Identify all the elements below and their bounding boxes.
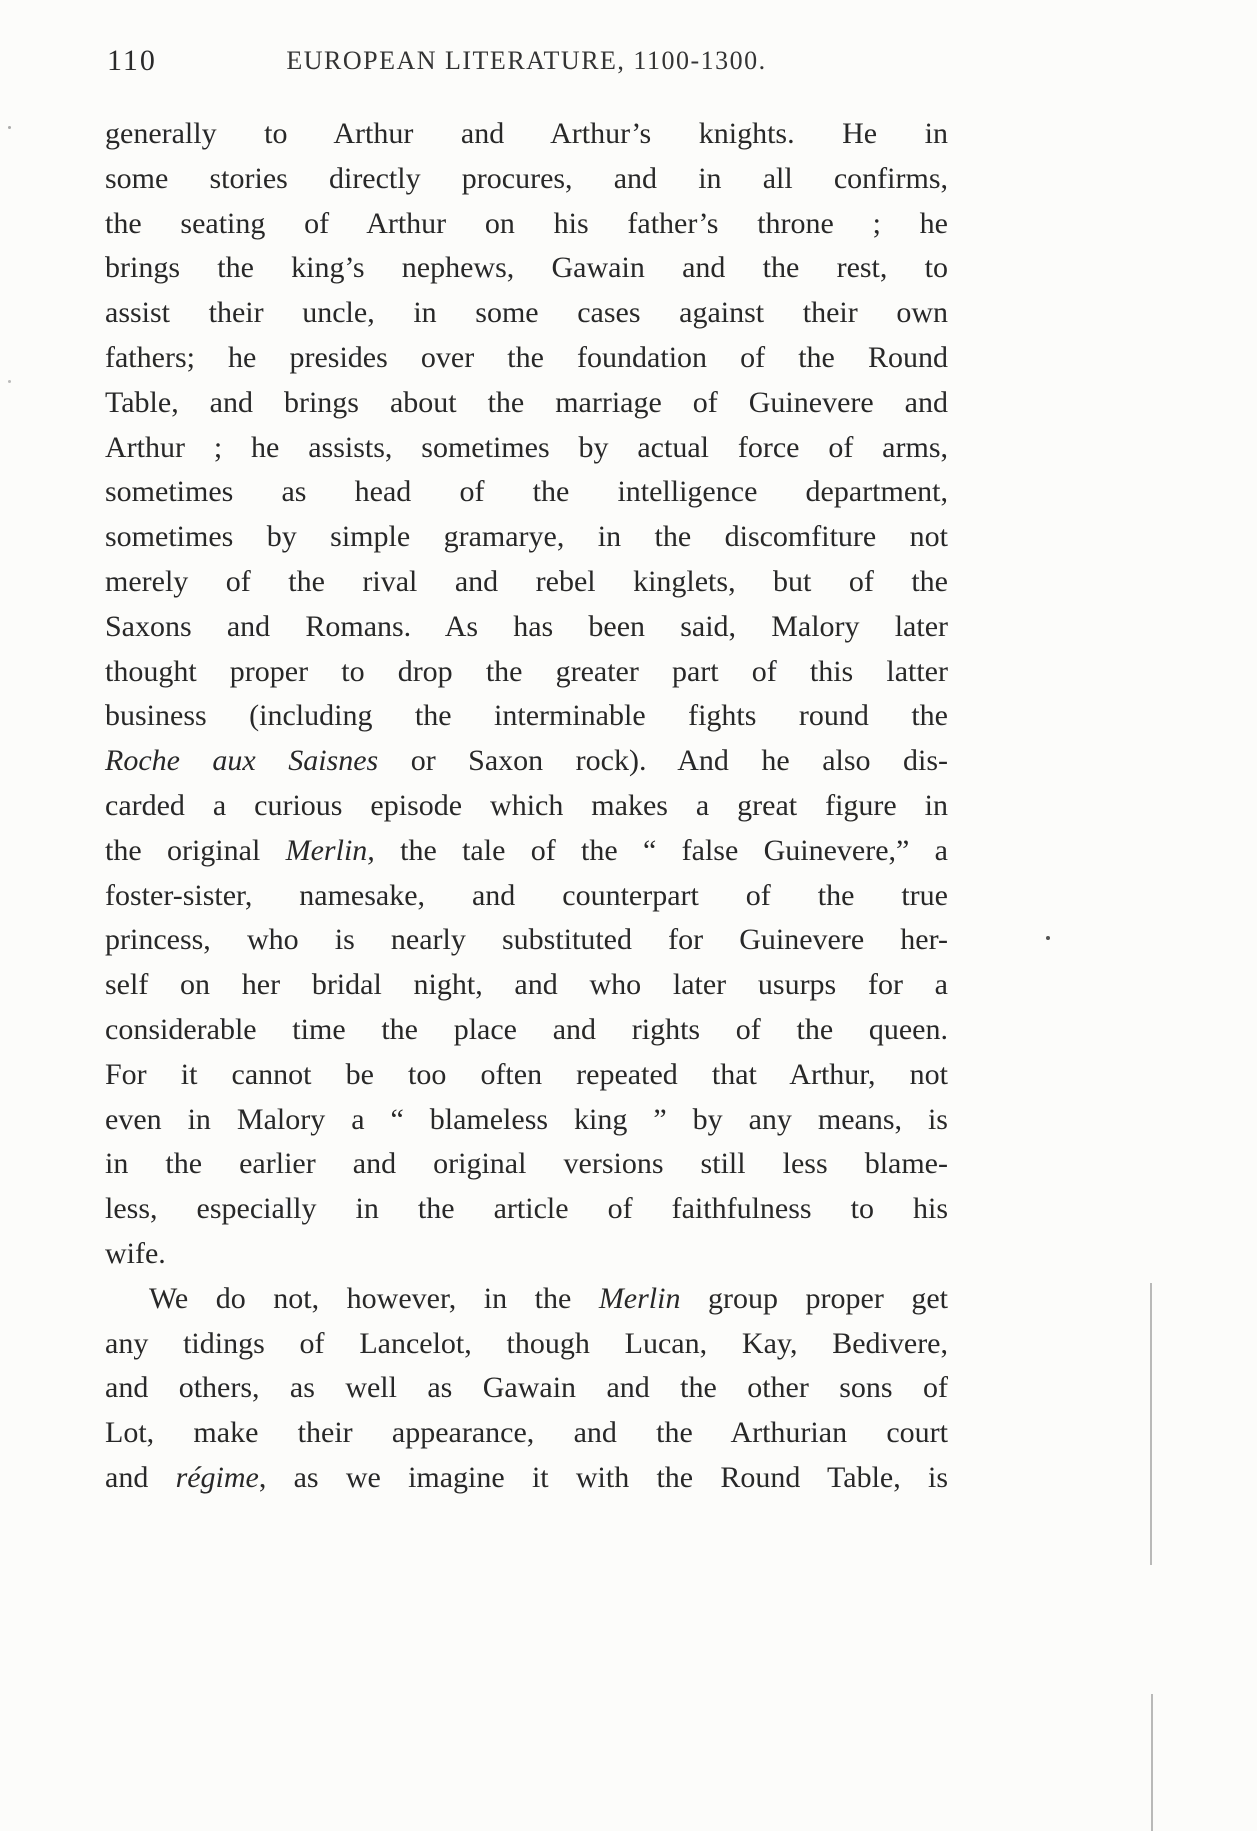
body-text: even in Malory a “ blameless king ” by any means, is [105,1102,948,1136]
body-text: group proper get [680,1281,948,1315]
body-text: Table, and brings about the marriage of Guinevere and [105,385,948,419]
text-line [105,202,948,247]
text-line [105,291,948,336]
scan-artifact-speck [8,380,11,383]
scan-artifact-speck [8,126,11,129]
text-line [105,112,948,157]
body-text: generally to Arthur and Arthur’s knights. He in [105,117,948,150]
text-line [105,560,948,605]
page-number: 110 [107,44,157,77]
body-text: foster-sister, namesake, and counterpart of the true [105,878,948,912]
body-text: any tidings of Lancelot, though Lucan, Kay, Bedivere, [105,1326,948,1360]
body-text: Lot, make their appearance, and the Arthurian court [105,1416,948,1450]
text-line [105,1098,948,1143]
text-line [105,515,948,560]
text-line [105,157,948,202]
text-line [105,1366,948,1411]
body-text: princess, who is nearly substituted for Guinevere her- [105,923,948,957]
text-line [105,1411,948,1456]
text-line [105,426,948,471]
text-line [105,918,948,963]
text-line [105,381,948,426]
text-line [105,246,948,291]
text-line [105,874,948,919]
body-text: the tale of the “ false Guinevere,” a [374,833,948,867]
body-text: carded a curious episode which makes a great figure in [105,788,948,822]
scan-artifact-line [1151,1694,1153,1831]
body-text: in the earlier and original versions still less blame- [105,1147,948,1181]
text-line [105,963,948,1008]
text-line [105,829,948,874]
page-header [105,44,948,80]
body-text: self on her bridal night, and who later usurps for a [105,968,948,1002]
body-text: brings the king’s nephews, Gawain and the rest, to [105,251,948,285]
body-text: the original [105,833,286,867]
text-line [105,784,948,829]
text-line [105,650,948,695]
body-text: some stories directly procures, and in all confirms, [105,161,948,195]
text-line [105,1008,948,1053]
text-line [105,1277,948,1322]
italic-text: Merlin [598,1281,681,1315]
text-line [105,1322,948,1367]
body-text: sometimes as head of the intelligence department, [105,475,948,509]
paragraph [105,112,948,1277]
italic-text: Merlin, [285,833,375,867]
body-text: Arthur ; he assists, sometimes by actual force of arms, [105,430,948,464]
body-text: wife. [105,1236,166,1270]
body-text: For it cannot be too often repeated that Arthur, not [105,1057,948,1091]
text-line [105,470,948,515]
body-text: and [105,1460,176,1494]
body-text: Saxons and Romans. As has been said, Malory later [105,609,948,643]
paragraph [105,1277,948,1501]
text-line [105,336,948,381]
italic-text: régime [175,1460,259,1494]
body-text: , as we imagine it with the Round Table, is [258,1460,948,1494]
running-header: EUROPEAN LITERATURE, 1100-1300. [286,46,767,75]
text-block [105,112,948,1501]
body-text: and others, as well as Gawain and the other sons of [105,1371,948,1405]
text-line [105,739,948,784]
text-line [105,1456,948,1501]
scan-artifact-dot [1046,936,1050,940]
body-text: assist their uncle, in some cases against their own [105,296,948,330]
body-text: business (including the interminable fights round the [105,699,948,733]
body-text: We do not, however, in the [149,1281,599,1315]
text-line [105,694,948,739]
text-line [105,1142,948,1187]
body-text: fathers; he presides over the foundation of the Round [105,340,948,374]
body-text: sometimes by simple gramarye, in the discomfiture not [105,520,948,554]
body-text: merely of the rival and rebel kinglets, but of the [105,564,948,598]
body-text: thought proper to drop the greater part of this latter [105,654,948,688]
italic-text: Roche aux Saisnes [105,744,379,778]
body-text: considerable time the place and rights of the queen. [105,1012,948,1046]
text-line [105,1053,948,1098]
text-line [105,605,948,650]
body-text: or Saxon rock). And he also dis- [378,744,949,778]
body-text: the seating of Arthur on his father’s throne ; he [105,206,948,240]
text-line [105,1187,948,1232]
scan-artifact-line [1150,1283,1152,1565]
text-line [105,1232,948,1277]
body-text: less, especially in the article of faithfulness to his [105,1192,948,1226]
